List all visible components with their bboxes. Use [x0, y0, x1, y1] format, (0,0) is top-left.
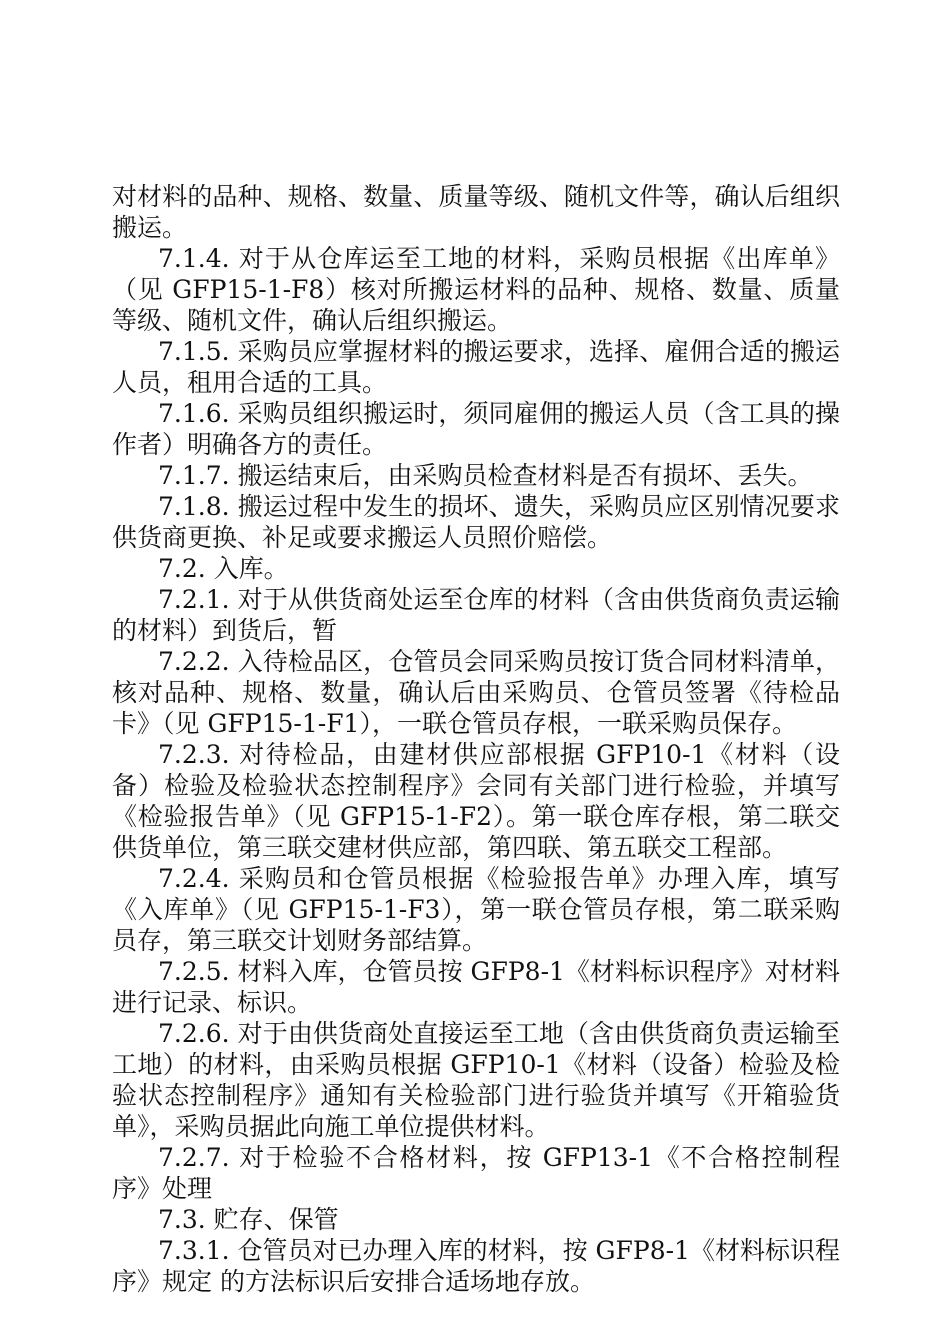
paragraph-7-2-2: 7.2.2. 入待检品区，仓管员会同采购员按订货合同材料清单，核对品种、规格、数量，确认后由采购员、仓管员签署《待检品卡》（见 GFP15-1-F1），一联仓管员存根，一联采购员保存。	[112, 647, 840, 738]
paragraph-7-1-6: 7.1.6. 采购员组织搬运时，须同雇佣的搬运人员（含工具的操作者）明确各方的责任。	[112, 399, 840, 459]
paragraph-7-3-1: 7.3.1. 仓管员对已办理入库的材料，按 GFP8-1《材料标识程序》规定 的方法标识后安排合适场地存放。	[112, 1236, 840, 1296]
paragraph-7-1-7: 7.1.7. 搬运结束后，由采购员检查材料是否有损坏、丢失。	[158, 461, 813, 490]
paragraph-continuation: 对材料的品种、规格、数量、质量等级、随机文件等，确认后组织搬运。	[112, 182, 840, 242]
paragraph-7-2-6: 7.2.6. 对于由供货商处直接运至工地（含由供货商负责运输至工地）的材料，由采购员根据 GFP10-1《材料（设备）检验及检验状态控制程序》通知有关检验部门进行验货并填写《开箱验货单》，采购员据此向施工单位提供材料。	[112, 1019, 840, 1141]
paragraph-7-2-5: 7.2.5. 材料入库，仓管员按 GFP8-1《材料标识程序》对材料进行记录、标识。	[112, 957, 840, 1017]
section-heading-7-3: 7.3. 贮存、保管	[158, 1205, 339, 1234]
paragraph-7-1-5: 7.1.5. 采购员应掌握材料的搬运要求，选择、雇佣合适的搬运人员，租用合适的工具。	[112, 337, 840, 397]
paragraph-7-2-4: 7.2.4. 采购员和仓管员根据《检验报告单》办理入库，填写《入库单》（见 GFP15-1-F3），第一联仓管员存根，第二联采购员存，第三联交计划财务部结算。	[112, 864, 840, 955]
paragraph-7-1-4: 7.1.4. 对于从仓库运至工地的材料，采购员根据《出库单》（见 GFP15-1-F8）核对所搬运材料的品种、规格、数量、质量等级、随机文件，确认后组织搬运。	[112, 244, 840, 335]
paragraph-7-1-8: 7.1.8. 搬运过程中发生的损坏、遗失，采购员应区别情况要求供货商更换、补足或要求搬运人员照价赔偿。	[112, 492, 840, 552]
document-page	[112, 181, 840, 1297]
paragraph-7-2-1: 7.2.1. 对于从供货商处运至仓库的材料（含由供货商负责运输的材料）到货后，暂	[112, 585, 840, 645]
paragraph-7-2-7: 7.2.7. 对于检验不合格材料，按 GFP13-1《不合格控制程序》处理	[112, 1143, 840, 1203]
paragraph-7-2-3: 7.2.3. 对待检品，由建材供应部根据 GFP10-1《材料（设备）检验及检验状态控制程序》会同有关部门进行检验，并填写《检验报告单》（见 GFP15-1-F2）。第一联仓库存根，第二联交供货单位，第三联交建材供应部，第四联、第五联交工程部。	[112, 740, 840, 862]
section-heading-7-2: 7.2. 入库。	[158, 554, 289, 583]
